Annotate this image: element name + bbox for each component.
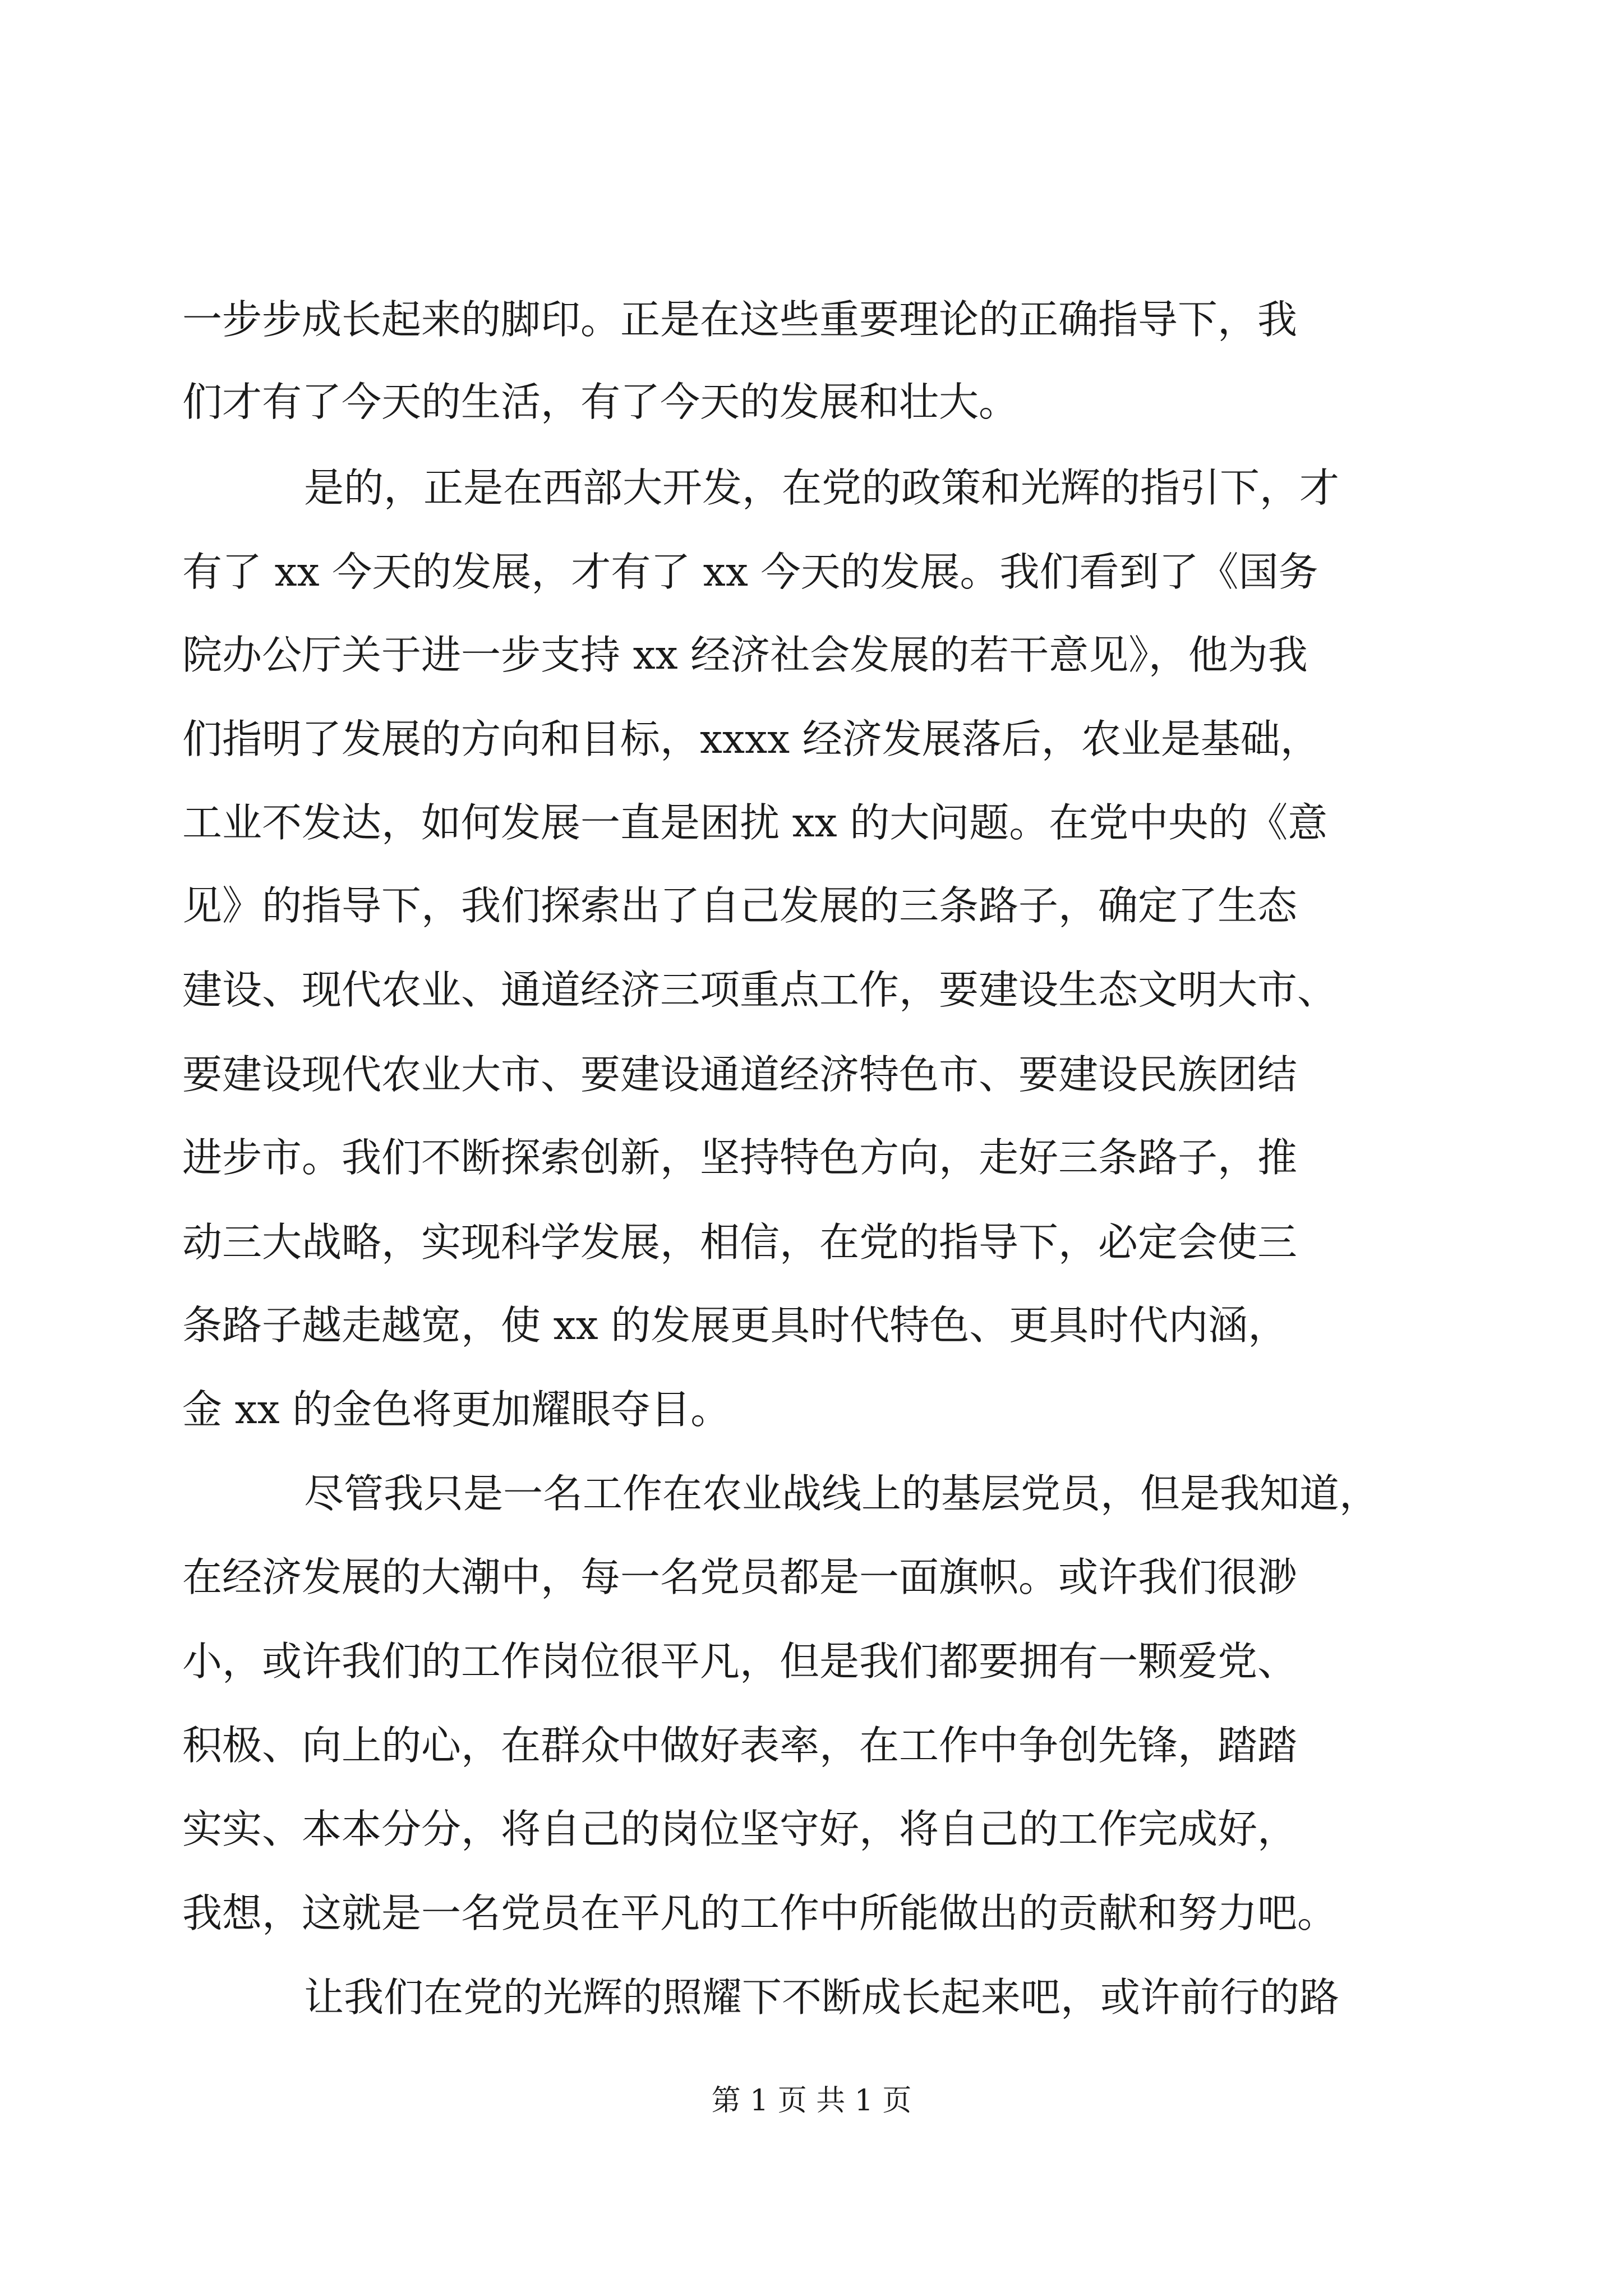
text-line: 一步步成长起来的脚印。正是在这些重要理论的正确指导下，我 — [182, 296, 1298, 343]
text-line: 建设、现代农业、通道经济三项重点工作，要建设生态文明大市、 — [182, 967, 1338, 1013]
text-line: 条路子越走越宽，使 xx 的发展更具时代特色、更具时代内涵， — [182, 1302, 1288, 1349]
text-line: 进步市。我们不断探索创新，坚持特色方向，走好三条路子，推 — [182, 1134, 1298, 1181]
text-line: 尽管我只是一名工作在农业战线上的基层党员，但是我知道， — [304, 1470, 1380, 1517]
text-line: 见》的指导下，我们探索出了自己发展的三条路子，确定了生态 — [182, 882, 1298, 929]
text-line: 要建设现代农业大市、要建设通道经济特色市、要建设民族团结 — [182, 1051, 1298, 1098]
text-line: 积极、向上的心，在群众中做好表率，在工作中争创先锋，踏踏 — [182, 1722, 1298, 1769]
text-line: 是的，正是在西部大开发，在党的政策和光辉的指引下，才 — [304, 464, 1340, 511]
text-line: 工业不发达，如何发展一直是困扰 xx 的大问题。在党中央的《意 — [182, 799, 1328, 846]
text-line: 金 xx 的金色将更加耀眼夺目。 — [182, 1386, 731, 1433]
text-line: 有了 xx 今天的发展，才有了 xx 今天的发展。我们看到了《国务 — [182, 549, 1318, 595]
text-line: 动三大战略，实现科学发展，相信，在党的指导下，必定会使三 — [182, 1219, 1298, 1266]
text-line: 们才有了今天的生活，有了今天的发展和壮大。 — [182, 379, 1019, 425]
text-line: 让我们在党的光辉的照耀下不断成长起来吧，或许前行的路 — [304, 1974, 1340, 2021]
text-line: 们指明了发展的方向和目标，xxxx 经济发展落后，农业是基础， — [182, 716, 1320, 762]
text-line: 小，或许我们的工作岗位很平凡，但是我们都要拥有一颗爱党、 — [182, 1638, 1298, 1685]
text-line: 在经济发展的大潮中，每一名党员都是一面旗帜。或许我们很渺 — [182, 1554, 1298, 1600]
text-line: 实实、本本分分，将自己的岗位坚守好，将自己的工作完成好， — [182, 1806, 1298, 1852]
text-line: 我想，这就是一名党员在平凡的工作中所能做出的贡献和努力吧。 — [182, 1890, 1338, 1936]
text-line: 院办公厅关于进一步支持 xx 经济社会发展的若干意见》，他为我 — [182, 632, 1308, 678]
page-number-footer: 第 1 页 共 1 页 — [711, 2084, 912, 2118]
